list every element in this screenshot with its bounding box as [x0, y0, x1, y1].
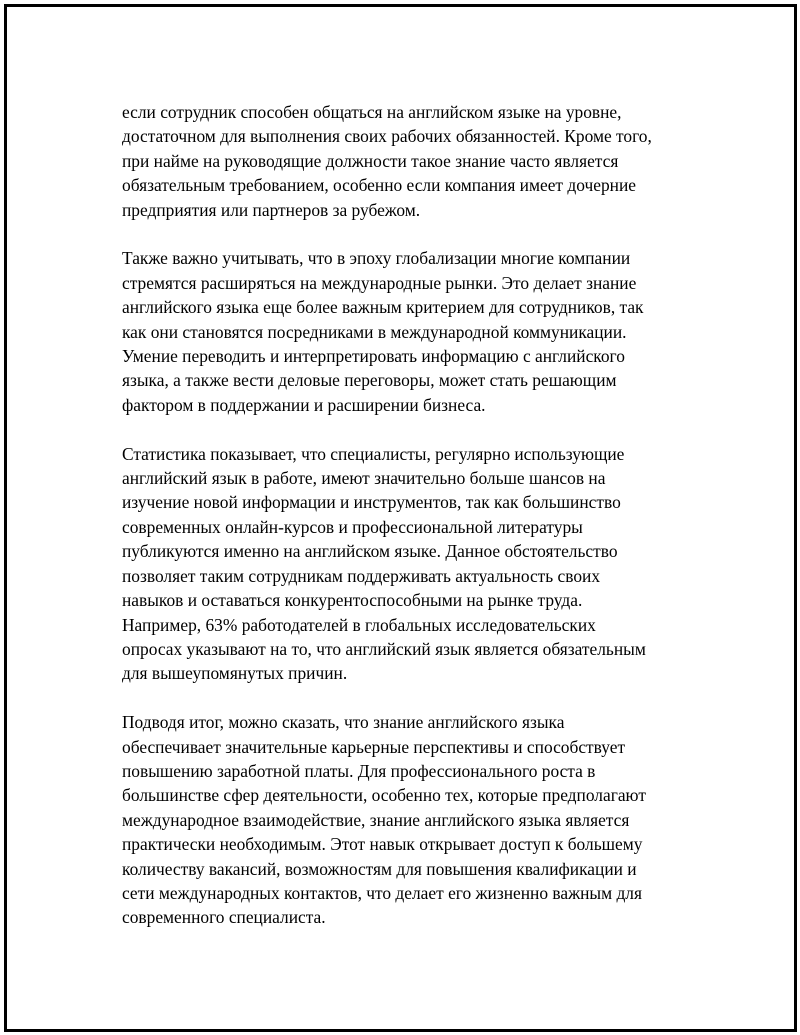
text-line: позволяет таким сотрудникам поддерживать актуальность своих: [122, 565, 601, 586]
text-line: сети международных контактов, что делает его жизненно важным для: [122, 882, 642, 903]
text-line: при найме на руководящие должности такое знание часто является: [122, 150, 619, 171]
text-line: достаточном для выполнения своих рабочих обязанностей. Кроме того,: [122, 126, 652, 147]
text-line: обязательным требованием, особенно если компания имеет дочерние: [122, 175, 636, 196]
text-line: большинстве сфер деятельности, особенно тех, которые предполагают: [122, 785, 646, 806]
text-line: навыков и оставаться конкурентоспособными на рынке труда.: [122, 590, 583, 611]
page-frame: [4, 4, 797, 1032]
text-line: современного специалиста.: [122, 907, 326, 928]
text-line: предприятия или партнеров за рубежом.: [122, 199, 421, 220]
text-line: количеству вакансий, возможностям для повышения квалификации и: [122, 858, 637, 879]
text-line: фактором в поддержании и расширении бизнеса.: [122, 394, 486, 415]
paragraph-2: [122, 246, 697, 417]
text-line: практически необходимым. Этот навык открывает доступ к большему: [122, 834, 643, 855]
text-line: Также важно учитывать, что в эпоху глобализации многие компании: [122, 248, 631, 269]
text-line: обеспечивает значительные карьерные перспективы и способствует: [122, 736, 626, 757]
text-line: Например, 63% работодателей в глобальных исследовательских: [122, 614, 596, 635]
text-line: Умение переводить и интерпретировать информацию с английского: [122, 346, 625, 367]
text-line: для вышеупомянутых причин.: [122, 663, 348, 684]
text-line: публикуются именно на английском языке. Данное обстоятельство: [122, 541, 618, 562]
text-line: изучение новой информации и инструментов, так как большинство: [122, 492, 621, 513]
text-line: международное взаимодействие, знание английского языка является: [122, 809, 630, 830]
text-line: если сотрудник способен общаться на английском языке на уровне,: [122, 102, 622, 122]
paragraph-4: [122, 710, 697, 930]
text-line: как они становятся посредниками в международной коммуникации.: [122, 321, 627, 342]
text-line: повышению заработной платы. Для профессионального роста в: [122, 760, 596, 781]
text-line: современных онлайн-курсов и профессиональной литературы: [122, 516, 583, 537]
document-body: [122, 100, 697, 930]
text-line: английский язык в работе, имеют значительно больше шансов на: [122, 468, 606, 489]
text-line: Статистика показывает, что специалисты, регулярно использующие: [122, 443, 625, 464]
paragraph-3: [122, 442, 697, 686]
paragraph-1: [122, 100, 697, 222]
text-line: языка, а также вести деловые переговоры, может стать решающим: [122, 370, 617, 391]
text-line: стремятся расширяться на международные рынки. Это делает знание: [122, 272, 637, 293]
text-line: опросах указывают на то, что английский язык является обязательным: [122, 638, 646, 659]
text-line: Подводя итог, можно сказать, что знание английского языка: [122, 712, 565, 733]
text-line: английского языка еще более важным критерием для сотрудников, так: [122, 297, 644, 318]
